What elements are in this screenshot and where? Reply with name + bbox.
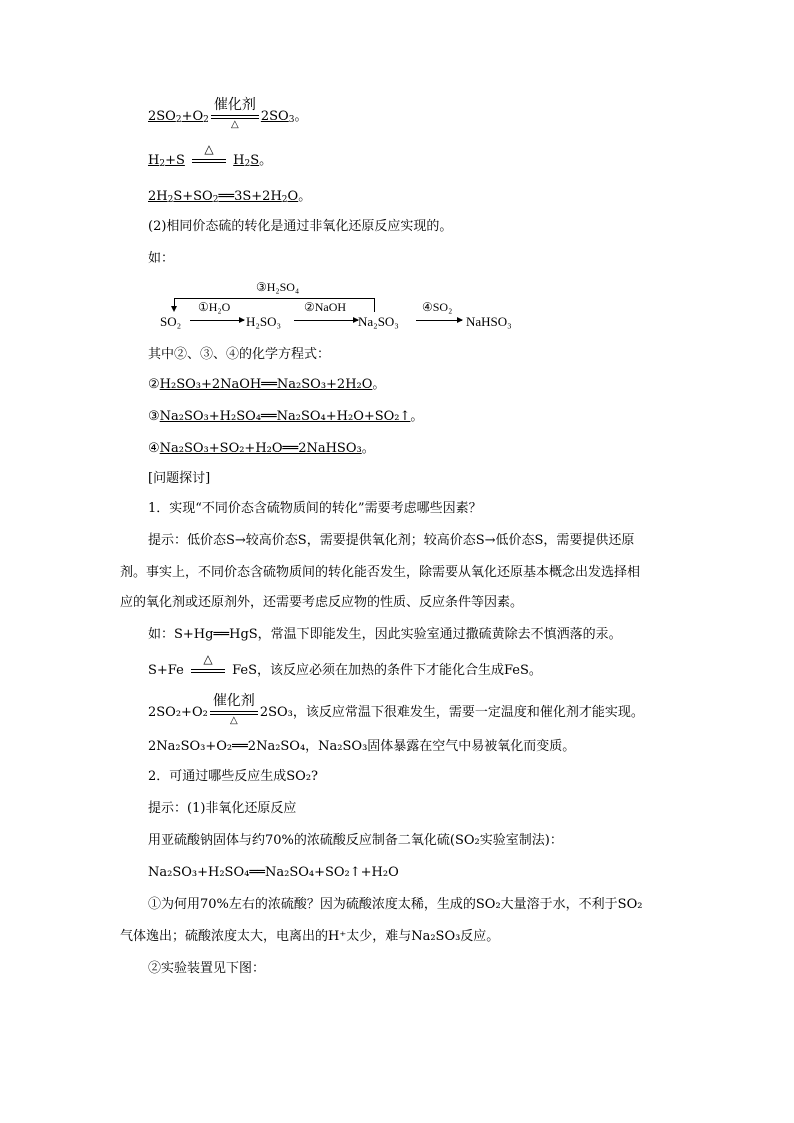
species-na2so3: Na₂SO₃ <box>358 314 399 329</box>
reaction-3: ③Na₂SO₃+H₂SO₄══Na₂SO₄+H₂O+SO₂↑。 <box>148 409 424 424</box>
reaction-2: ②H₂SO₃+2NaOH══Na₂SO₃+2H₂O。 <box>148 377 386 392</box>
answer-1-line-3: 应的氧化剂或还原剂外，还需要考虑反应物的性质、反应条件等因素。 <box>120 595 524 610</box>
equation-reactants: $2SO_2+O_2$ <box>148 109 209 125</box>
heat-arrow <box>189 142 229 170</box>
equations-intro: 其中②、③、④的化学方程式： <box>148 347 331 362</box>
heat-symbol: △ <box>203 652 213 666</box>
arrow-1 <box>190 320 244 321</box>
answer-2-line-1: 提示：(1)非氧化还原反应 <box>148 801 297 816</box>
example-na2so3: 2Na₂SO₃+O₂══2Na₂SO₄，Na₂SO₃固体暴露在空气中易被氧化而变质。 <box>148 739 576 754</box>
answer-1-line-1: 提示：低价态S→较高价态S，需要提供氧化剂；较高价态S→低价态S，需要提供还原 <box>148 533 635 548</box>
arrow2-label: ②NaOH <box>304 300 347 314</box>
arrow1-label: ①H₂O <box>198 300 231 314</box>
answer-1-line-2: 剂。事实上，不同价态含硫物质间的转化能否发生，除需要从氧化还原基本概念出发选择相 <box>120 565 641 580</box>
answer-2-point-1-line-2: 气体逸出；硫酸浓度太大，电离出的H⁺太少，难与Na₂SO₃反应。 <box>120 929 500 944</box>
catalyst-label: 催化剂 <box>212 693 255 709</box>
example-fe: S+Fe △ FeS，该反应必须在加热的条件下才能化合生成FeS。 <box>148 652 542 678</box>
conversion-scheme <box>160 282 540 332</box>
arrow-3 <box>416 320 462 321</box>
question-2: 2．可通过哪些反应生成SO₂? <box>148 769 319 784</box>
section-heading: [问题探讨] <box>148 471 211 486</box>
example-so2-catalyst: 2SO₂+O₂ 催化剂 △ 2SO₃，该反应常温下很难发生，需要一定温度和催化剂才能实现。 <box>148 704 644 722</box>
answer-2-point-2: ②实验装置见下图： <box>148 961 266 976</box>
heat-symbol: △ <box>229 715 238 726</box>
arrow-2 <box>294 320 358 321</box>
heat-arrow <box>188 652 228 680</box>
heat-symbol: △ <box>231 119 239 130</box>
catalyst-label: 催化剂 <box>213 97 256 113</box>
equation-h2-s: $H_2+S$ △ $H_2S$。 <box>148 142 273 169</box>
reaction-4: ④Na₂SO₃+SO₂+H₂O══2NaHSO₃。 <box>148 441 375 456</box>
question-1: 1．实现“不同价态含硫物质间的转化”需要考虑哪些因素？ <box>148 501 482 516</box>
answer-2-equation: Na₂SO₃+H₂SO₄══Na₂SO₄+SO₂↑+H₂O <box>148 865 399 880</box>
arrow3-label: ④SO₂ <box>422 300 453 314</box>
catalyst-arrow <box>209 97 261 130</box>
answer-2-point-1-line-1: ①为何用70%左右的浓硫酸？因为硫酸浓度太稀，生成的SO₂大量溶于水，不利于SO₂ <box>148 897 643 912</box>
species-nahso3: NaHSO₃ <box>466 314 512 329</box>
answer-2-line-2: 用亚硫酸钠固体与约70%的浓硫酸反应制备二氧化硫(SO₂实验室制法)： <box>148 833 563 848</box>
heat-symbol: △ <box>204 142 214 156</box>
example-hg: 如：S+Hg══HgS，常温下即能发生，因此实验室通过撒硫黄除去不慎洒落的汞。 <box>148 627 622 642</box>
species-so2: SO₂ <box>160 314 182 329</box>
equation-products: $2SO_3$ <box>260 109 295 125</box>
equation-so2-oxidation: $2SO_2+O_2$ 催化剂 △ $2SO_3$。 <box>148 108 307 126</box>
paragraph-same-valence: (2)相同价态硫的转化是通过非氧化还原反应实现的。 <box>148 219 453 234</box>
equation-h2s-so2: $2H_2S+SO_2══3S+2H_2O$。 <box>148 189 312 205</box>
example-label: 如： <box>148 251 175 266</box>
species-h2so3: H₂SO₃ <box>246 314 282 329</box>
catalyst-arrow <box>208 693 260 726</box>
scheme-top-label: ③H₂SO₄ <box>256 280 300 294</box>
